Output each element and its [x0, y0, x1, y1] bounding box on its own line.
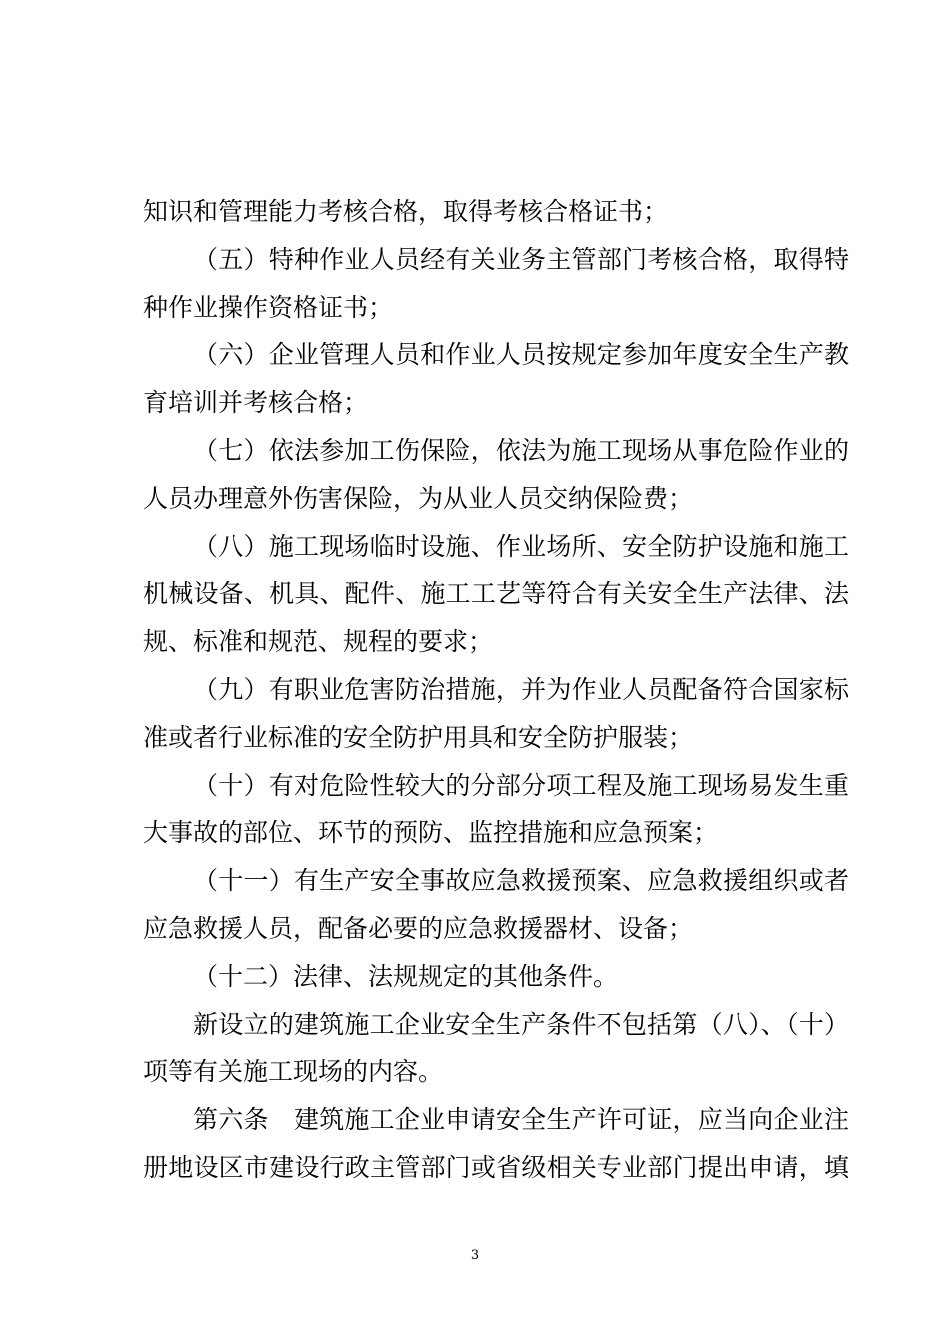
text-line: 种作业操作资格证书；	[143, 292, 394, 322]
text-line: 第六条 建筑施工企业申请安全生产许可证，应当向企业注	[193, 1105, 849, 1135]
text-line: 应急救援人员，配备必要的应急救援器材、设备；	[143, 913, 694, 943]
text-line: 知识和管理能力考核合格，取得考核合格证书；	[143, 197, 669, 226]
text-line: 大事故的部位、环节的预防、监控措施和应急预案；	[143, 818, 719, 848]
text-line: （十二）法律、法规规定的其他条件。	[193, 961, 619, 991]
text-line: 人员办理意外伤害保险，为从业人员交纳保险费；	[143, 483, 694, 513]
page-number: 3	[470, 1248, 480, 1263]
text-line: 育培训并考核合格；	[143, 388, 369, 418]
text-line: （六）企业管理人员和作业人员按规定参加年度安全生产教	[193, 340, 849, 370]
document-body	[143, 188, 849, 1192]
text-line: 项等有关施工现场的内容。	[143, 1057, 444, 1087]
text-line: （七）依法参加工伤保险，依法为施工现场从事危险作业的	[193, 435, 849, 465]
text-line: （八）施工现场临时设施、作业场所、安全防护设施和施工	[193, 531, 849, 561]
text-line: （九）有职业危害防治措施，并为作业人员配备符合国家标	[193, 674, 849, 704]
text-line: 规、标准和规范、规程的要求；	[143, 627, 494, 657]
text-line: 机械设备、机具、配件、施工工艺等符合有关安全生产法律、法	[143, 579, 849, 609]
text-line: 新设立的建筑施工企业安全生产条件不包括第（八）、（十）	[193, 1009, 849, 1039]
text-line: （五）特种作业人员经有关业务主管部门考核合格，取得特	[193, 244, 849, 274]
text-line: （十）有对危险性较大的分部分项工程及施工现场易发生重	[193, 770, 849, 800]
text-line: 准或者行业标准的安全防护用具和安全防护服装；	[143, 722, 694, 752]
text-line: （十一）有生产安全事故应急救援预案、应急救援组织或者	[193, 866, 849, 896]
text-line: 册地设区市建设行政主管部门或省级相关专业部门提出申请，填	[143, 1152, 849, 1182]
